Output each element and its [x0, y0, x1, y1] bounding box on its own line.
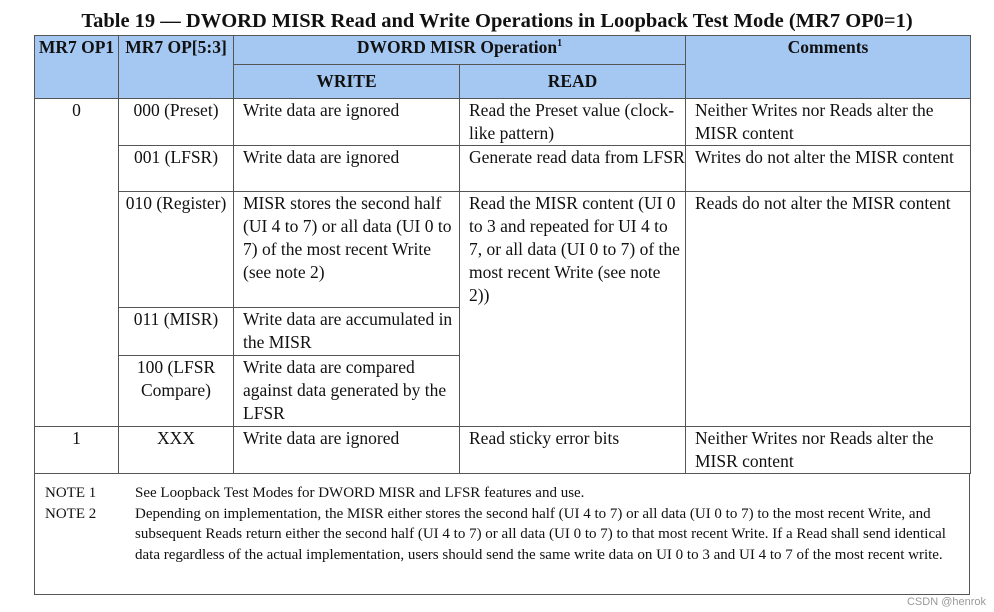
source-credit: CSDN @henrok [906, 596, 986, 608]
header-mr7-op53-label: MR7 OP[5:3] [125, 37, 227, 57]
header-comments [686, 36, 971, 99]
op53-code-000: 000 (Preset) [119, 99, 234, 146]
read-010: Read the MISR content (UI 0 to 3 and repeated for UI 4 to 7, or all data (UI 0 to 7) of the most recent Write (see note 2)) [460, 192, 686, 427]
read-001: Generate read data from LFSR [460, 146, 686, 192]
header-operation-footnote: 1 [557, 38, 563, 50]
note-2-text: Depending on implementation, the MISR either stores the second half (UI 4 to 7) or all data (UI 0 to 7) to the most recent Write, and subsequent Reads return either the second half (UI 4 to 7) or all data (UI 0 to 7) to that most recent Write. If a Read shall send identical data regardless of the actual implementation, users should send the same write data on UI 0 to 3 and UI 4 to 7 of the most recent write. [135, 505, 946, 563]
note-1-label: NOTE 1 [45, 485, 97, 501]
comment-000: Neither Writes nor Reads alter the MISR content [686, 99, 971, 146]
read-xxx: Read sticky error bits [460, 427, 686, 474]
op53-code-011: 011 (MISR) [119, 308, 234, 356]
comment-010: Reads do not alter the MISR content [686, 192, 971, 427]
op53-code-xxx: XXX [119, 427, 234, 474]
read-000: Read the Preset value (clock-like pattern) [460, 99, 686, 146]
note-2 [35, 504, 969, 566]
write-000: Write data are ignored [234, 99, 460, 146]
write-100: Write data are compared against data generated by the LFSR [234, 356, 460, 427]
op53-code-100: 100 (LFSR Compare) [119, 356, 234, 427]
table-row [35, 192, 971, 308]
header-row-1 [35, 36, 971, 65]
comment-xxx: Neither Writes nor Reads alter the MISR content [686, 427, 971, 474]
note-1 [35, 483, 969, 504]
table-row [35, 146, 971, 192]
header-mr7-op53 [119, 36, 234, 99]
table-row [35, 99, 971, 146]
header-comments-label: Comments [787, 37, 869, 57]
op1-value-0: 0 [35, 99, 119, 427]
comment-001: Writes do not alter the MISR content [686, 146, 971, 192]
misr-table [34, 35, 971, 474]
op53-code-010: 010 (Register) [119, 192, 234, 308]
header-write: WRITE [234, 65, 460, 99]
header-mr7-op1 [35, 36, 119, 99]
header-operation [234, 36, 686, 65]
table-row [35, 427, 971, 474]
notes-box [34, 473, 970, 595]
header-read: READ [460, 65, 686, 99]
op1-value-1: 1 [35, 427, 119, 474]
write-011: Write data are accumulated in the MISR [234, 308, 460, 356]
header-operation-label: DWORD MISR Operation [356, 37, 558, 57]
table-title: Table 19 — DWORD MISR Read and Write Operations in Loopback Test Mode (MR7 OP0=1) [81, 10, 913, 32]
header-mr7-op1-label: MR7 OP1 [38, 37, 115, 57]
write-xxx: Write data are ignored [234, 427, 460, 474]
note-2-label: NOTE 2 [45, 505, 97, 522]
note-1-text: See Loopback Test Modes for DWORD MISR and LFSR features and use. [135, 485, 585, 501]
write-001: Write data are ignored [234, 146, 460, 192]
op53-code-001: 001 (LFSR) [119, 146, 234, 192]
write-010: MISR stores the second half (UI 4 to 7) or all data (UI 0 to 7) of the most recent Write (see note 2) [234, 192, 460, 308]
